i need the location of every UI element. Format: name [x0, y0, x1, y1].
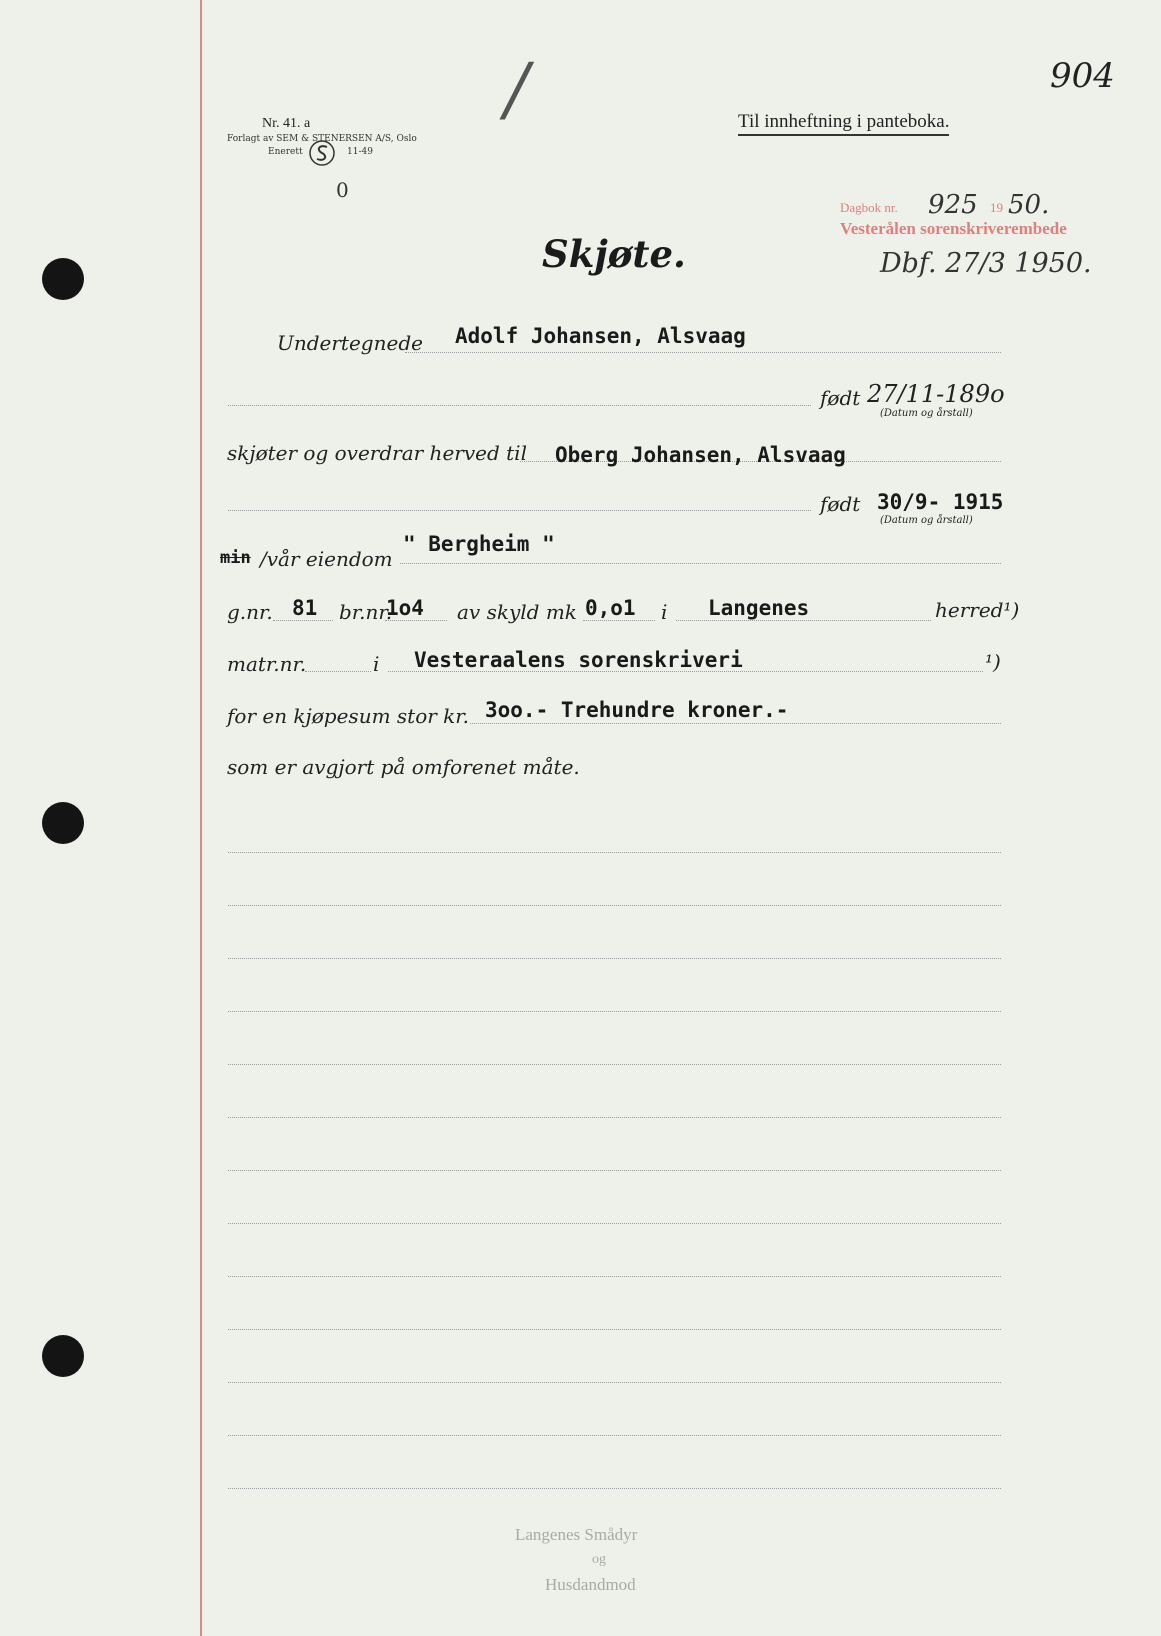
undertegnede-rule [405, 352, 1001, 353]
herred-value: Langenes [708, 596, 810, 620]
buyer-born-date: 30/9- 1915 [877, 490, 1004, 514]
pen-mark: / [505, 48, 529, 130]
blank-line-4 [228, 1011, 1001, 1012]
seller-blank-rule [228, 405, 811, 406]
footnote-mark: ¹) [985, 650, 1001, 674]
signature-date: Dbf. 27/3 1950. [880, 248, 1092, 279]
datum-hint-2: (Datum og årstall) [880, 515, 973, 526]
blank-line-7 [228, 1170, 1001, 1171]
matr-rule [305, 671, 371, 672]
seller-born-date: 27/11-189o [867, 380, 1005, 408]
small-mark: 0 [336, 178, 349, 202]
price-value: 3oo.- Trehundre kroner.- [485, 698, 789, 722]
stamp-year-suffix: 50. [1008, 190, 1050, 220]
blank-line-3 [228, 958, 1001, 959]
skyld-label: av skyld mk [457, 600, 577, 624]
blank-line-8 [228, 1223, 1001, 1224]
herred-label: herred¹) [935, 598, 1020, 622]
gnr-label: g.nr. [227, 600, 273, 624]
publisher-line: Forlagt av SEM & STENERSEN A/S, Oslo [227, 134, 417, 144]
skjoter-label: skjøter og overdrar herved til [227, 441, 527, 465]
property-name: " Bergheim " [403, 532, 555, 556]
punch-hole-bottom [42, 1335, 84, 1377]
stamp-dagbok-label: Dagbok nr. [840, 200, 898, 215]
margin-rule [200, 0, 202, 1636]
blank-line-13 [228, 1488, 1001, 1489]
eiendom-rule [400, 563, 1001, 564]
skyld-rule [583, 620, 655, 621]
eiendom-strikeout: min [220, 548, 251, 568]
footer-stamp-line-2: og [592, 1552, 606, 1567]
price-rule [470, 723, 1001, 724]
settled-text: som er avgjort på omforenet måte. [227, 755, 580, 779]
blank-line-1 [228, 852, 1001, 853]
datum-hint-1: (Datum og årstall) [880, 408, 973, 419]
matr-label: matr.nr. [227, 652, 307, 676]
stamp-dagbok-number: 925 [928, 190, 978, 220]
price-label: for en kjøpesum stor kr. [227, 704, 470, 728]
buyer-name: Oberg Johansen, Alsvaag [555, 443, 846, 467]
district-value: Vesteraalens sorenskriveri [414, 648, 743, 672]
punch-hole-middle [42, 802, 84, 844]
skyld-value: 0,o1 [585, 596, 636, 620]
gnr-value: 81 [292, 596, 318, 620]
blank-line-9 [228, 1276, 1001, 1277]
blank-line-11 [228, 1382, 1001, 1383]
publisher-date: 11-49 [347, 147, 373, 157]
document-title: Skjøte. [542, 232, 686, 276]
blank-line-10 [228, 1329, 1001, 1330]
undertegnede-label: Undertegnede [277, 331, 423, 355]
form-number: Nr. 41. a [262, 116, 311, 131]
punch-hole-top [42, 258, 84, 300]
i-label-2: i [373, 652, 380, 676]
blank-line-5 [228, 1064, 1001, 1065]
page-number: 904 [1050, 56, 1115, 96]
footer-stamp-line-1: Langenes Smådyr [515, 1525, 638, 1544]
brnr-label: br.nr. [339, 600, 393, 624]
publisher-logo-icon [307, 138, 337, 168]
fodt-label-2: født [820, 492, 861, 516]
footer-stamp-line-3: Husdandmod [545, 1575, 636, 1594]
stamp-year-prefix: 19 [990, 200, 1003, 215]
blank-line-2 [228, 905, 1001, 906]
gnr-rule [273, 620, 333, 621]
brnr-rule [385, 620, 447, 621]
blank-line-12 [228, 1435, 1001, 1436]
seller-name: Adolf Johansen, Alsvaag [455, 324, 746, 348]
header-title-right: Til innheftning i panteboka. [738, 111, 949, 136]
stamp-office: Vesterålen sorenskriverembede [840, 219, 1067, 238]
blank-line-6 [228, 1117, 1001, 1118]
publisher-enerett: Enerett [268, 147, 303, 157]
herred-rule [676, 620, 931, 621]
eiendom-label: /vår eiendom [260, 547, 393, 571]
brnr-value: 1o4 [386, 596, 424, 620]
buyer-blank-rule [228, 510, 811, 511]
i-label-1: i [661, 600, 668, 624]
fodt-label-1: født [820, 386, 861, 410]
